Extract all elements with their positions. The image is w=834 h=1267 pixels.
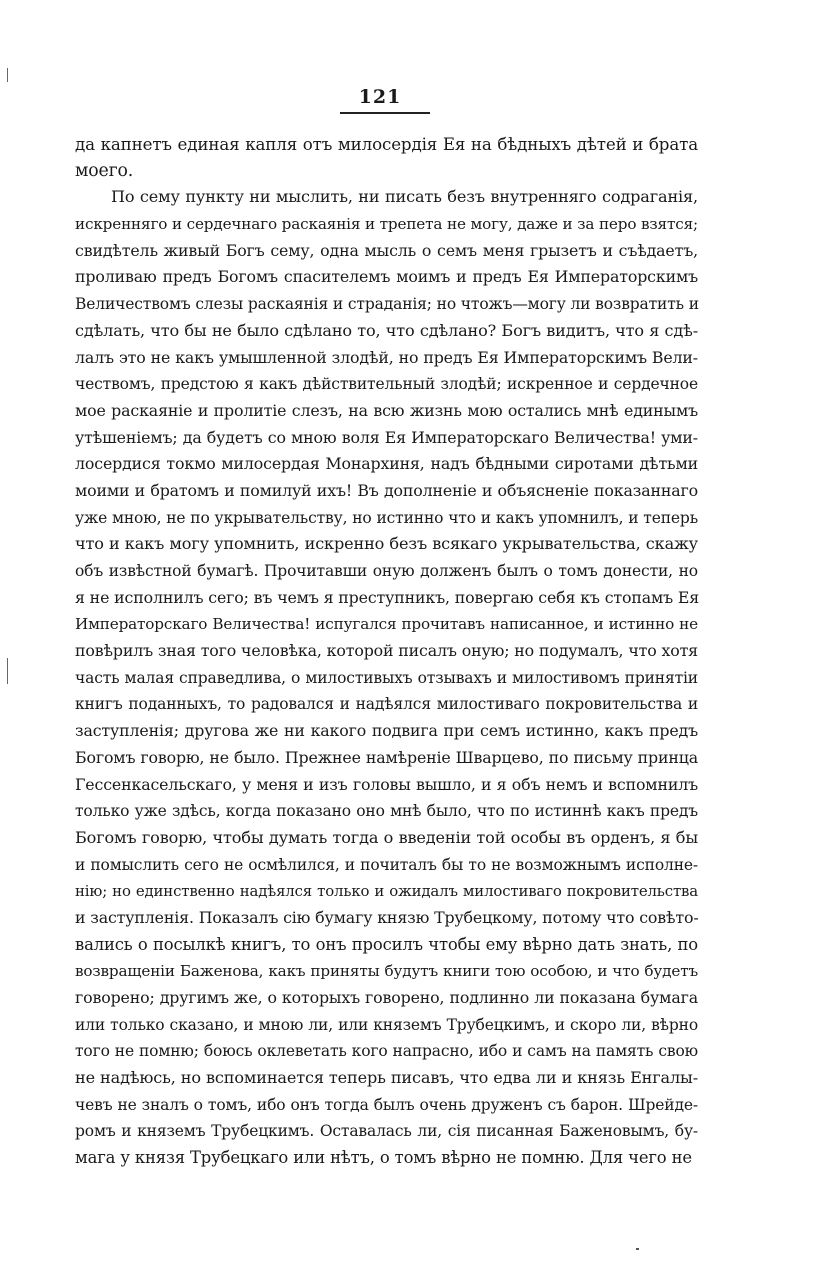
text-line: ромъ и княземъ Трубецкимъ. Оставалась ли, сія писанная Баженовымъ, бу- [75,1122,698,1141]
text-line: свидѣтель живый Богъ сему, одна мысль о семъ меня грызетъ и съѣдаетъ, [75,240,698,260]
text-line: мага у князя Трубецкаго или нѣтъ, о томъ вѣрно не помню. Для чего не [75,1148,692,1168]
print-speck [636,1248,639,1250]
text-line: Величествомъ слезы раскаянія и страданія; но чтожъ—могу ли возвратить и [75,295,699,314]
text-line: проливаю предъ Богомъ спасителемъ моимъ и предъ Ея Императорскимъ [75,267,698,287]
text-line: искренняго и сердечнаго раскаянія и трепета не могу, даже и за перо взятся; [75,215,698,234]
text-line: и заступленія. Показалъ сію бумагу князю Трубецкому, потому что совѣто- [75,907,699,927]
text-line: часть малая справедлива, о милостивыхъ отзывахъ и милостивомъ принятіи [75,668,698,687]
text-line: я не исполнилъ сего; въ чемъ я преступникъ, повергаю себя къ стопамъ Ея [75,587,700,607]
text-line: или только сказано, и мною ли, или княземъ Трубецкимъ, и скоро ли, вѣрно [75,1015,698,1034]
text-line: мое раскаяніе и пролитіе слезъ, на всю жизнь мою остались мнѣ единымъ [75,400,698,420]
text-line: только уже здѣсь, когда показано оно мнѣ было, что по истиннѣ какъ предъ [75,802,698,821]
text-line: объ извѣстной бумагѣ. Прочитавши оную долженъ былъ о томъ донести, но [75,562,698,580]
text-line: утѣшеніемъ; да будетъ со мною воля Ея Императорскаго Величества! уми- [75,427,698,447]
text-line: книгъ поданныхъ, то радовался и надѣялся милостиваго покровительства и [75,695,698,714]
text-line: того не помню; боюсь оклеветать кого напрасно, ибо и самъ на память свою [75,1042,698,1061]
text-line: возвращеніи Баженова, какъ приняты будутъ книги тою особою, и что будетъ [75,962,698,981]
text-line: уже мною, не по укрывательству, но истинно что и какъ упомнилъ, и теперь [75,508,698,527]
text-line: лалъ это не какъ умышленной злодѣй, но предъ Ея Императорскимъ Вели- [75,347,698,367]
text-line: вались о посылкѣ книгъ, то онъ просилъ чтобы ему вѣрно дать знать, по [75,934,698,954]
text-line: и помыслить сего не осмѣлился, и почиталъ бы то не возможнымъ исполне- [75,855,698,874]
paragraph [75,131,698,184]
page-number: 121 [358,86,402,108]
text-line: лосердися токмо милосердая Монархиня, надъ бѣдными сиротами дѣтьми [75,454,698,474]
page-number-rule [340,112,430,114]
paragraph [75,184,698,1171]
text-line: По сему пункту ни мыслить, ни писать безъ внутренняго содраганія, [111,187,698,207]
margin-mark [7,658,8,684]
text-line: да капнетъ единая капля отъ милосердія Ея на бѣдныхъ дѣтей и брата [75,134,698,154]
text-line: моего. [75,160,134,181]
text-line: нію; но единственно надѣялся только и ожидалъ милостиваго покровительства [75,882,698,901]
body-text [75,131,698,1172]
text-line: не надѣюсь, но вспоминается теперь писавъ, что едва ли и князь Енгалы- [75,1068,698,1088]
text-line: что и какъ могу упомнить, искренно безъ всякаго укрывательства, скажу [75,534,698,554]
text-line: Богомъ говорю, чтобы думать тогда о введеніи той особы въ орденъ, я бы [75,827,698,847]
text-line: сдѣлать, что бы не было сдѣлано то, что сдѣлано? Богъ видитъ, что я сдѣ- [75,320,698,340]
text-line: чевъ не зналъ о томъ, ибо онъ тогда былъ очень друженъ съ барон. Шрейде- [75,1095,698,1114]
text-line: повѣрилъ зная того человѣка, которой писалъ оную; но подумалъ, что хотя [75,641,698,661]
text-line: моими и братомъ и помилуй ихъ! Въ дополненіе и объясненіе показаннаго [75,480,698,500]
margin-mark [7,68,8,82]
text-line: заступленія; другова же ни какого подвига при семъ истинно, какъ предъ [75,721,698,741]
text-line: чествомъ, предстою я какъ дѣйствительный злодѣй; искренное и сердечное [75,375,698,394]
text-line: говорено; другимъ же, о которыхъ говорено, подлинно ли показана бумага [75,988,698,1007]
text-line: Императорскаго Величества! испугался прочитавъ написанное, и истинно не [75,615,698,634]
text-line: Гессенкасельскаго, у меня и изъ головы вышло, и я объ немъ и вспомнилъ [75,774,698,794]
text-line: Богомъ говорю, не было. Прежнее намѣреніе Шварцево, по письму принца [75,747,698,767]
